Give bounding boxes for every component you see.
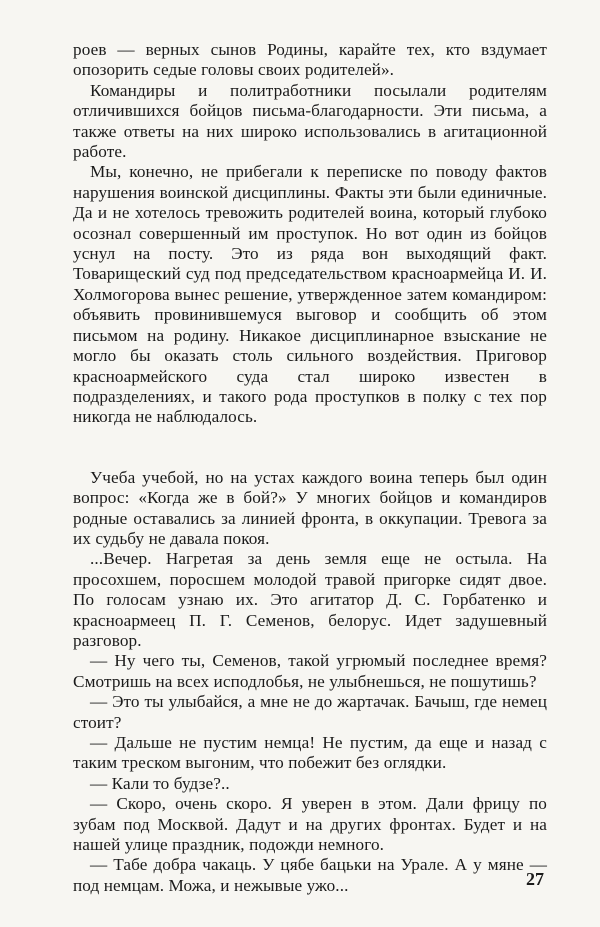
dialogue-line: — Кали то будзе?.. bbox=[90, 773, 230, 793]
dialogue-line: — Дальше не пустим немца! Не пустим, да еще и назад с таким треском выгоним, что побежит без оглядки. bbox=[73, 733, 547, 773]
page-body bbox=[73, 40, 547, 896]
paragraph-continuation: роев — верных сынов Родины, карайте тех, кто вздумает опозорить седые головы своих родителей». bbox=[73, 40, 547, 80]
paragraph-training: Учеба учебой, но на устах каждого воина теперь был один вопрос: «Когда же в бой?» У многих бойцов и командиров родные оставались за линией фронта, в оккупации. Тревога за их судьбу не давала покоя. bbox=[73, 467, 547, 548]
dialogue-line: — Скоро, очень скоро. Я уверен в этом. Дали фрицу по зубам под Москвой. Дадут и на других фронтах. Будет и на нашей улице праздник, подожди немного. bbox=[73, 794, 547, 855]
dialogue-line: — Ну чего ты, Семенов, такой угрюмый последнее время? Смотришь на всех исподлобья, не улыбнешься, не пошутишь? bbox=[73, 651, 547, 691]
dialogue-line: — Это ты улыбайся, а мне не до жартачак. Бачыш, где немец стоит? bbox=[73, 692, 547, 732]
paragraph-letters: Командиры и политработники посылали родителям отличившихся бойцов письма-благодарности. Эти письма, а также ответы на них широко использовались в агитационной работе. bbox=[73, 80, 547, 162]
page-number: 27 bbox=[526, 869, 544, 889]
dialogue-line: — Табе добра чакаць. У цябе бацьки на Урале. А у мяне — под немцам. Можа, и нежывые ужо... bbox=[73, 855, 547, 895]
section-gap bbox=[73, 428, 547, 468]
paragraph-discipline: Мы, конечно, не прибегали к переписке по поводу фактов нарушения воинской дисциплины. Факты эти были единичные. Да и не хотелось тревожить родителей воина, который глубоко осознал совершенный им проступок. Но вот один из бойцов уснул на посту. Это из ряда вон выходящий факт. Товарищеский суд под председательством красноармейца И. И. Холмогорова вынес решение, утвержденное затем командиром: объявить провинившемуся выговор и сообщить об этом письмом на родину. Никакое дисциплинарное взыскание не могло бы оказать столь сильного воздействия. Приговор красноармейского суда стал широко известен в подразделениях, и такого рода проступков в полку с тех пор никогда не наблюдалось. bbox=[73, 162, 547, 427]
paragraph-evening: ...Вечер. Нагретая за день земля еще не остыла. На просохшем, поросшем молодой травой пригорке сидят двое. По голосам узнаю их. Это агитатор Д. С. Горбатенко и красноармеец П. Г. Семенов, белорус. Идет задушевный разговор. bbox=[73, 549, 547, 650]
